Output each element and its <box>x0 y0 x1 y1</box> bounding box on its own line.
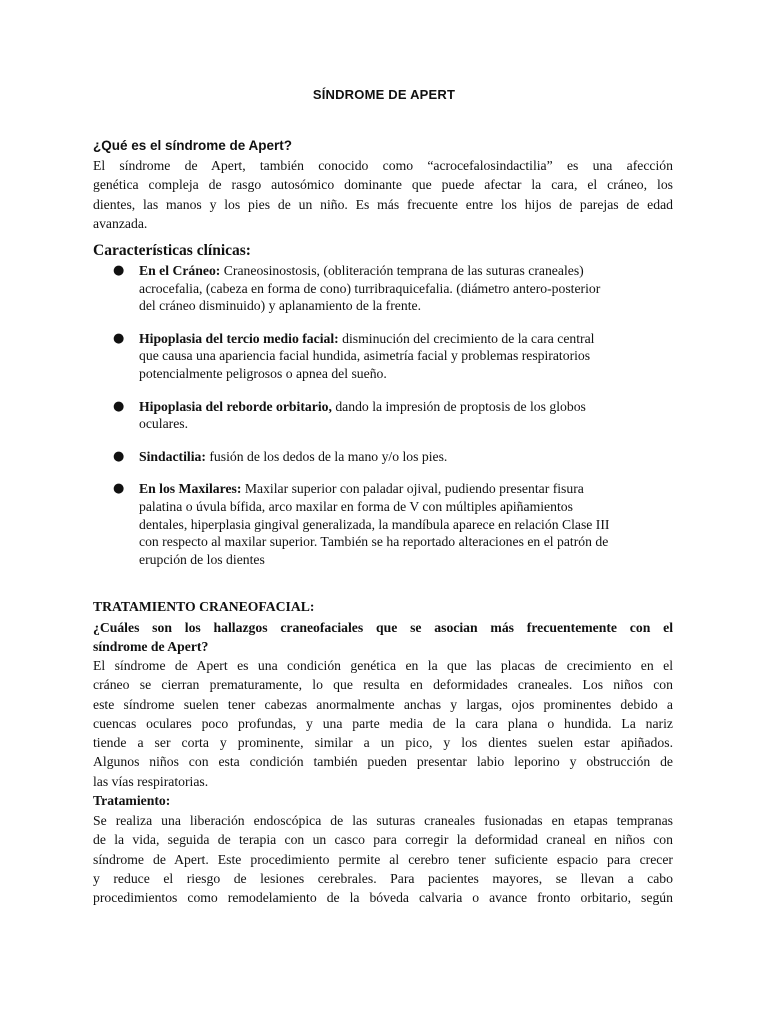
question-what-is-apert: ¿Qué es el síndrome de Apert? <box>93 138 293 153</box>
list-item <box>93 480 693 568</box>
paragraph-line: y reduce el riesgo de lesiones cerebrales. Para pacientes mayores, se llevan a cabo <box>93 870 673 886</box>
treatment-paragraph <box>93 811 673 907</box>
bullet-icon: ● <box>113 448 125 464</box>
list-item <box>93 262 693 315</box>
findings-paragraph <box>93 656 673 791</box>
paragraph-line: de la vida, seguida de terapia con un casco para corregir la deformidad craneal en niños con <box>93 832 673 848</box>
item-text: acrocefalia, (cabeza en forma de cono) turribraquicefalia. (diámetro antero-posterior <box>139 280 601 296</box>
paragraph-line: El síndrome de Apert es una condición genética en la que las placas de crecimiento en el <box>93 658 673 673</box>
item-heading: Sindactilia: <box>139 448 206 464</box>
intro-line: genética compleja de rasgo autosómico dominante que puede afectar la cara, el cráneo, los <box>93 177 673 193</box>
question-line: síndrome de Apert? <box>93 639 209 655</box>
item-text: disminución del crecimiento de la cara central <box>338 330 595 346</box>
clinical-features-list <box>93 262 693 583</box>
paragraph-line: Se realiza una liberación endoscópica de las suturas craneales fusionadas en etapas tempranas <box>93 813 673 828</box>
question-craniofacial-findings <box>93 618 673 657</box>
intro-line: El síndrome de Apert, también conocido como “acrocefalosindactilia” es una afección <box>93 158 673 173</box>
clinical-features-heading: Características clínicas: <box>93 242 251 259</box>
item-heading: En los Maxilares: <box>139 481 242 497</box>
document-title: SÍNDROME DE APERT <box>312 87 456 102</box>
item-text: Maxilar superior con paladar ojival, pudiendo presentar fisura <box>241 481 584 497</box>
list-item <box>93 398 693 433</box>
paragraph-line: procedimientos como remodelamiento de la bóveda calvaria o avance fronto orbitario, según <box>93 890 673 906</box>
item-heading: En el Cráneo: <box>139 263 221 278</box>
item-heading: Hipoplasia del reborde orbitario, <box>139 398 332 414</box>
item-text: con respecto al maxilar superior. También se ha reportado alteraciones en el patrón de <box>139 534 609 550</box>
intro-line: dientes, las manos y los pies de un niño. Es más frecuente entre los hijos de parejas de edad <box>93 196 673 212</box>
item-text: dentales, hiperplasia gingival generalizada, la mandíbula aparece en relación Clase III <box>139 516 610 532</box>
paragraph-line: cuencas oculares poco profundas, y una parte media de la cara plana o hundida. La nariz <box>93 715 673 731</box>
intro-line: avanzada. <box>93 215 148 231</box>
paragraph-line: cráneo se cierran prematuramente, lo que resulta en deformidades craneales. Los niños con <box>93 677 673 693</box>
paragraph-line: síndrome de Apert. Este procedimiento permite al cerebro tener suficiente espacio para crecer <box>93 851 673 867</box>
item-heading: Hipoplasia del tercio medio facial: <box>139 330 339 346</box>
item-text: erupción de los dientes <box>139 551 265 567</box>
item-text: palatina o úvula bífida, arco maxilar en forma de V con múltiples apiñamientos <box>139 498 573 514</box>
bullet-icon: ● <box>113 398 125 414</box>
bullet-icon: ● <box>113 481 125 497</box>
item-text: potencialmente peligrosos o apnea del sueño. <box>139 365 387 381</box>
paragraph-line: este síndrome suelen tener cabezas anormalmente anchas y largas, ojos prominentes debido a <box>93 696 673 712</box>
item-text: que causa una apariencia facial hundida, asimetría facial y problemas respiratorios <box>139 348 591 364</box>
item-text: oculares. <box>139 416 189 432</box>
bullet-icon: ● <box>113 330 125 346</box>
paragraph-line: las vías respiratorias. <box>93 773 209 789</box>
list-item <box>93 448 693 466</box>
item-text: dando la impresión de proptosis de los globos <box>331 398 586 414</box>
item-text: del cráneo disminuido) y aplanamiento de la frente. <box>139 298 422 314</box>
question-line: ¿Cuáles son los hallazgos craneofaciales que se asocian más frecuentemente con el <box>93 620 673 635</box>
intro-paragraph <box>93 156 673 233</box>
item-text: fusión de los dedos de la mano y/o los pies. <box>205 448 448 464</box>
treatment-heading: TRATAMIENTO CRANEOFACIAL: <box>93 599 315 614</box>
paragraph-line: tiende a ser corta y prominente, similar a un pico, y los dientes suelen estar apiñados. <box>93 735 673 751</box>
item-text: Craneosinostosis, (obliteración temprana de las suturas craneales) <box>220 263 584 278</box>
bullet-icon: ● <box>113 263 125 278</box>
paragraph-line: Algunos niños con esta condición también pueden presentar labio leporino y obstrucción de <box>93 754 673 770</box>
treatment-subheading: Tratamiento: <box>93 793 171 808</box>
list-item <box>93 330 693 383</box>
